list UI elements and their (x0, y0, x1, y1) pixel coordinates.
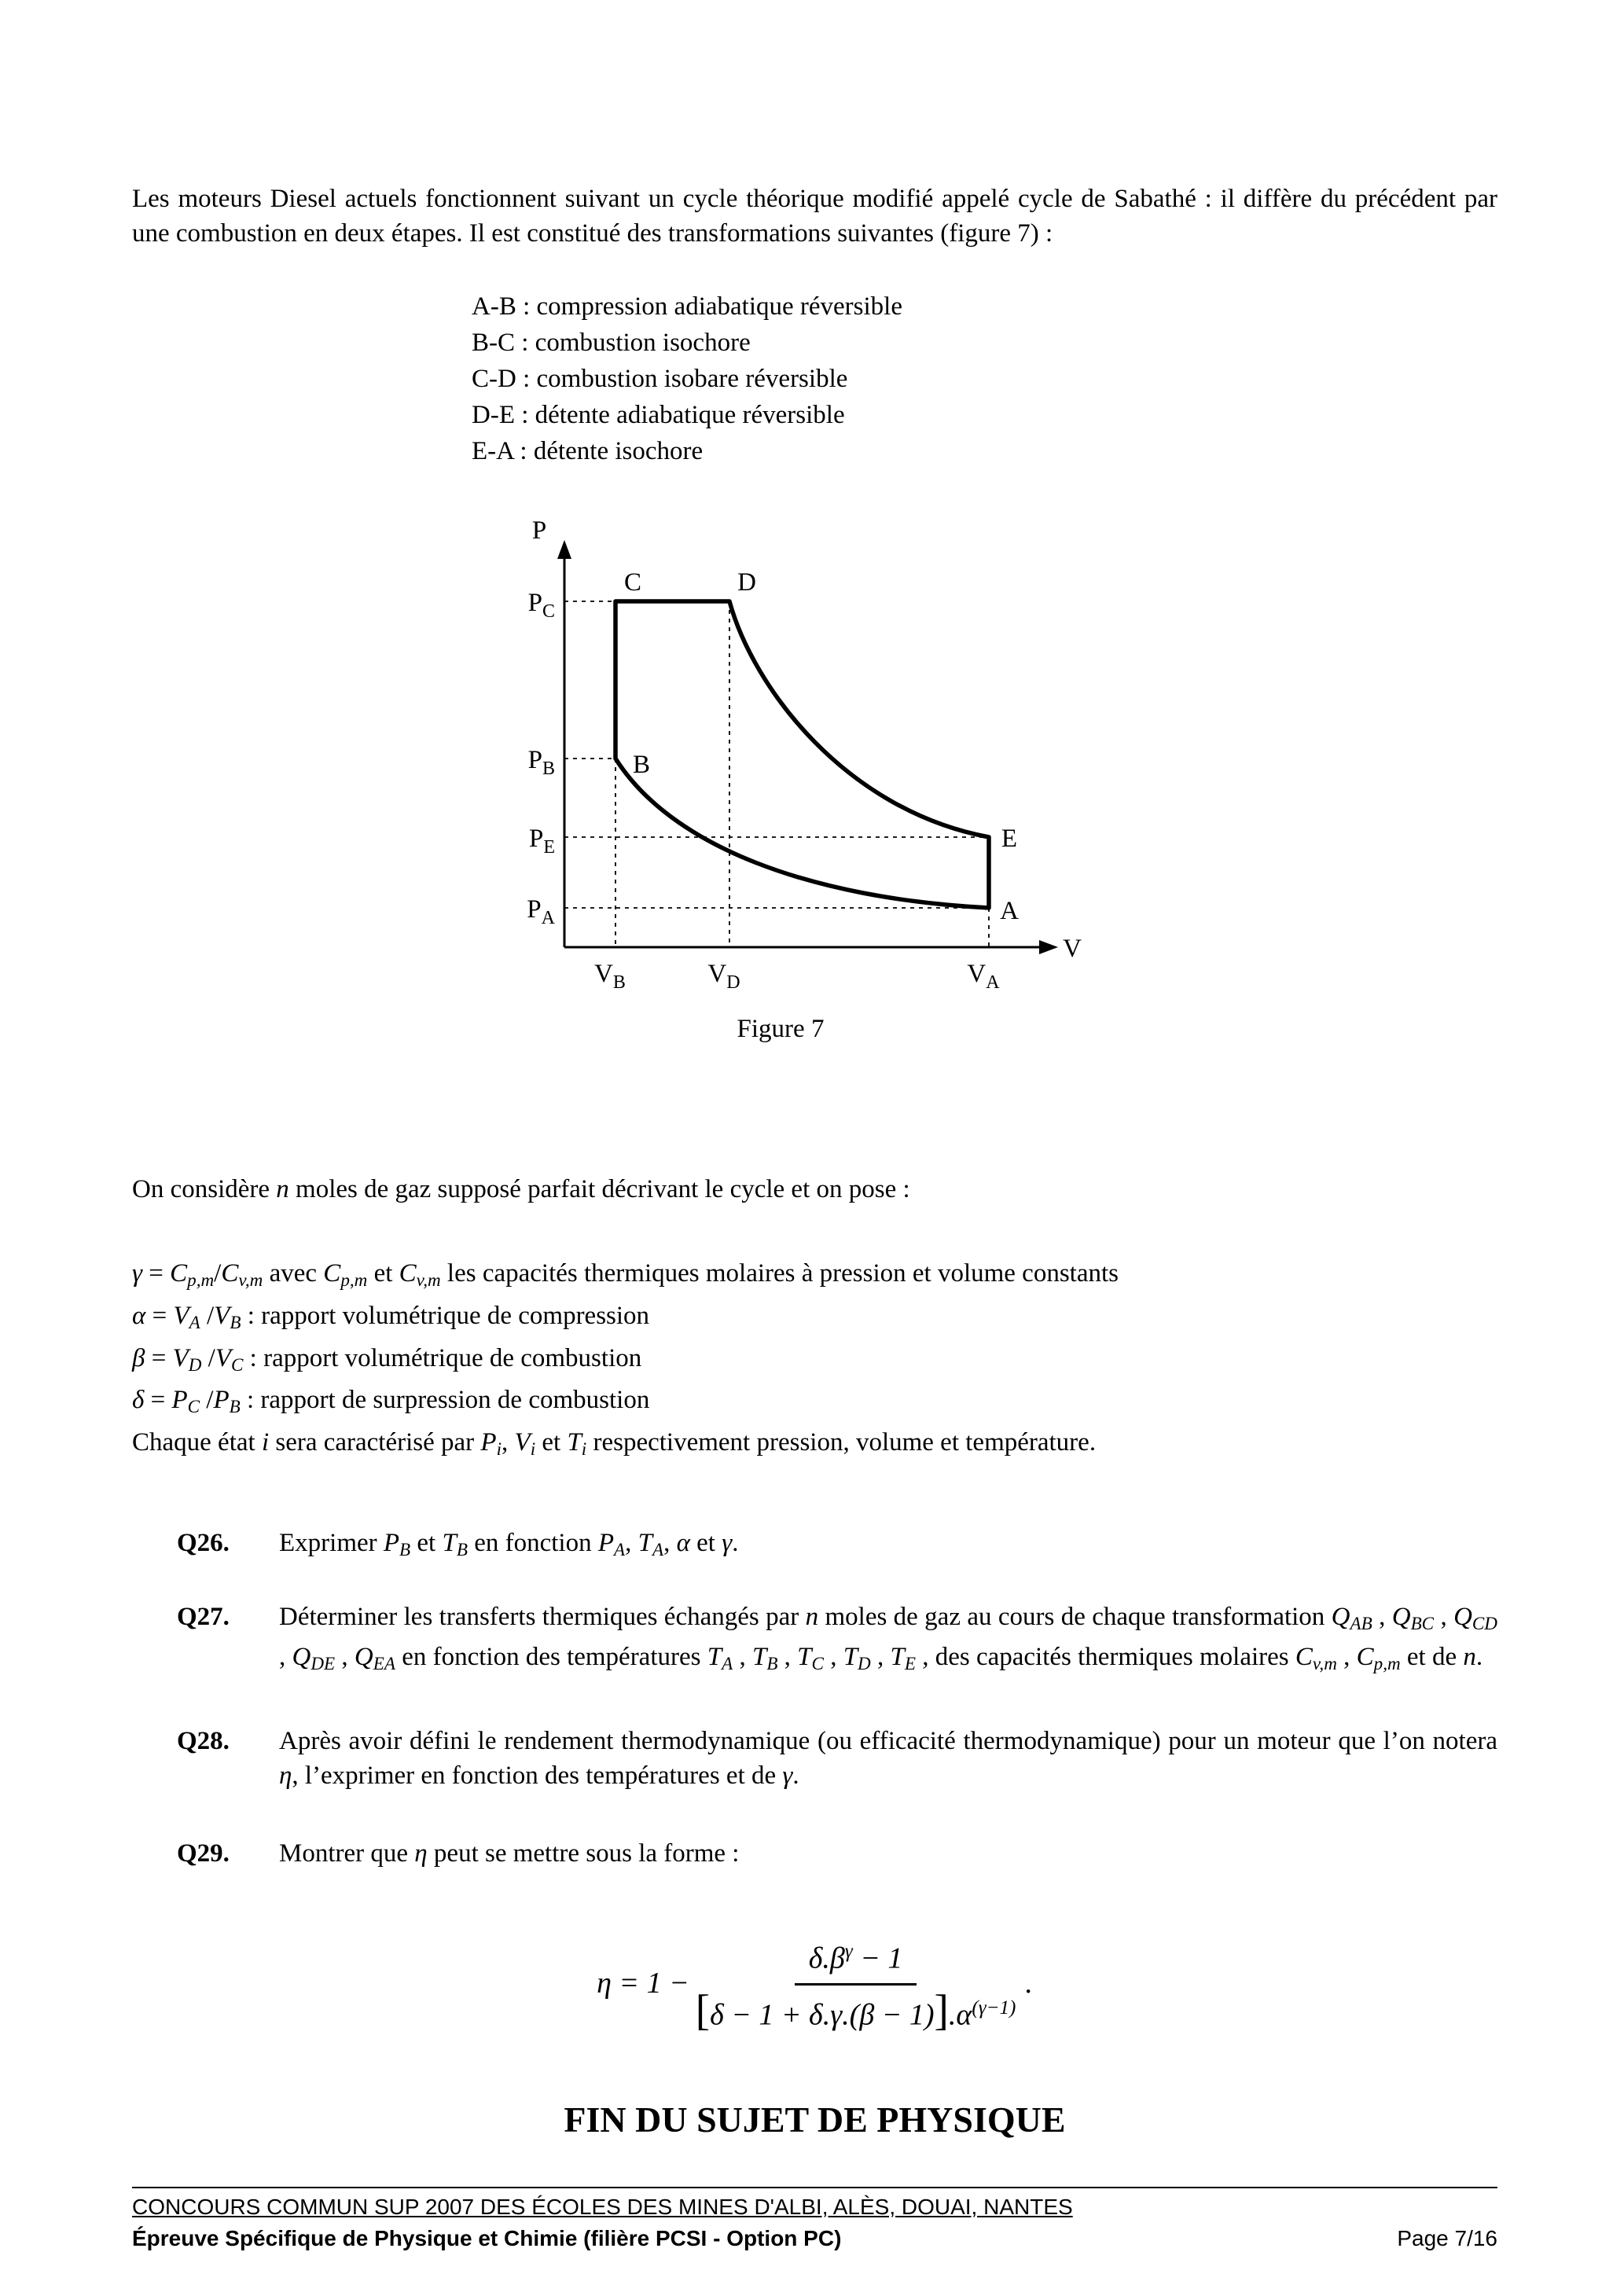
text-segment: D (858, 1653, 871, 1674)
question-26-text (279, 1526, 1497, 1567)
text-segment: v,m (1312, 1653, 1337, 1674)
text-segment: A (614, 1538, 626, 1559)
text-segment: T (637, 1528, 652, 1557)
text-segment: Exprimer (279, 1528, 384, 1557)
question-28-text (279, 1724, 1497, 1793)
figure-caption: Figure 7 (737, 1015, 825, 1043)
text-segment: , (733, 1643, 752, 1672)
text-segment: BC (1410, 1612, 1435, 1633)
point-d-label: D (737, 568, 756, 597)
efficiency-equation (132, 1934, 1497, 2033)
text-segment: B (229, 1396, 241, 1417)
text-segment: ] (934, 1986, 949, 2034)
footer-concours-line: CONCOURS COMMUN SUP 2007 DES ÉCOLES DES MINES D'ALBI, ALÈS, DOUAI, NANTES (132, 2195, 1073, 2219)
question-29-label: Q29. (177, 1839, 230, 1868)
text-segment: P (480, 1428, 497, 1457)
text-segment: , (502, 1428, 515, 1457)
question-27-text (279, 1600, 1497, 1681)
text-segment: , (777, 1643, 798, 1672)
text-segment: . (1475, 1643, 1483, 1672)
text-segment: CD (1472, 1612, 1497, 1633)
text-segment: = (144, 1386, 172, 1415)
definition-etat (132, 1424, 1497, 1467)
text-segment: γ (782, 1761, 793, 1791)
text-segment: i (496, 1438, 502, 1459)
text-segment: DE (310, 1653, 336, 1674)
text-segment: C (323, 1259, 341, 1288)
text-segment: Déterminer les transferts thermiques échangés par (279, 1602, 806, 1631)
page-number: Page 7/16 (1397, 2226, 1497, 2250)
text-segment: B (230, 1311, 241, 1332)
text-segment: : rapport volumétrique de compression (241, 1301, 650, 1330)
text-segment: δ − 1 + δ.γ.(β − 1) (710, 1998, 935, 2032)
text-segment: P (597, 1528, 614, 1557)
equation-denominator (696, 1986, 1016, 2033)
text-segment: i (530, 1438, 536, 1459)
equation-numerator (795, 1934, 917, 1986)
text-segment: en fonction (467, 1528, 598, 1557)
text-segment: , (279, 1643, 292, 1672)
text-segment: Après avoir défini le rendement thermodynamique (ou efficacité thermodynamique) pour un moteur que l’on notera (279, 1727, 1497, 1756)
question-26 (132, 1526, 1497, 1567)
text-segment: / (200, 1386, 214, 1415)
text-segment: V (214, 1301, 230, 1330)
question-26-label: Q26. (177, 1528, 230, 1557)
text-segment: C (221, 1259, 239, 1288)
va-label: $V_A$ (967, 960, 1000, 993)
text-segment: C (1356, 1643, 1374, 1672)
text-segment: , (1336, 1643, 1357, 1672)
text-segment: γ (844, 1941, 853, 1963)
transformation-item: D-E : détente adiabatique réversible (472, 401, 845, 429)
point-b-label: B (632, 751, 651, 779)
text-segment: EA (373, 1653, 395, 1674)
text-segment: , (625, 1528, 638, 1557)
text-segment: : rapport volumétrique de combustion (243, 1343, 642, 1372)
text-segment: A (652, 1538, 664, 1559)
text-segment: P (383, 1528, 400, 1557)
text-segment: et (410, 1528, 443, 1557)
equation-trailing-period: . (1025, 1967, 1033, 2000)
point-c-label: C (623, 568, 642, 597)
text-segment: i (261, 1428, 270, 1457)
pb-label: $P_B$ (527, 746, 555, 779)
text-segment: , (870, 1643, 891, 1672)
text-segment: α (132, 1301, 146, 1330)
text-segment: − 1 (852, 1941, 903, 1975)
footer (132, 2187, 1497, 2253)
text-segment: et (535, 1428, 568, 1457)
question-28-label: Q28. (177, 1727, 230, 1756)
text-segment: AB (1350, 1612, 1372, 1633)
text-segment: C (187, 1396, 200, 1417)
intro-paragraph: Les moteurs Diesel actuels fonctionnent suivant un cycle théorique modifié appelé cycle de Sabathé : il diffère du précédent par une combustion en deux étapes. Il est constitué des transformations suivantes (figure 7) : (132, 185, 1497, 248)
vb-label: $V_B$ (594, 960, 626, 993)
text-segment: Q (1331, 1602, 1350, 1631)
transformation-item: E-A : détente isochore (472, 437, 704, 465)
text-segment: Montrer que (279, 1839, 415, 1868)
text-segment: T (797, 1643, 812, 1672)
text-segment: V (172, 1343, 189, 1372)
text-segment: A (189, 1311, 200, 1332)
pc-label: $P_C$ (527, 589, 555, 622)
pe-label: $P_E$ (528, 825, 555, 858)
text-segment: T (707, 1643, 722, 1672)
axis-v-label: V (1063, 935, 1082, 963)
text-segment: P (171, 1386, 188, 1415)
point-e-label: E (1001, 825, 1018, 853)
text-segment: C (231, 1354, 244, 1375)
point-a-label: A (1000, 897, 1019, 925)
text-segment: (γ−1) (972, 1997, 1016, 2019)
text-segment: et (367, 1259, 399, 1288)
text-segment: , (663, 1528, 677, 1557)
text-segment: avec (263, 1259, 324, 1288)
text-segment: p,m (1373, 1653, 1401, 1674)
text-segment: C (170, 1259, 188, 1288)
text-segment: et de (1400, 1643, 1464, 1672)
text-segment: [ (695, 1986, 711, 2034)
pv-diagram (470, 507, 1091, 1010)
figure-7 (470, 507, 1091, 1046)
question-29 (132, 1836, 1497, 1871)
text-segment: , (335, 1643, 355, 1672)
text-segment: sera caractérisé par (269, 1428, 481, 1457)
text-segment: = (145, 1343, 173, 1372)
text-segment: P (213, 1386, 230, 1415)
text-segment: .α (948, 1998, 972, 2032)
text-segment: Chaque état (132, 1428, 262, 1457)
text-segment: = (142, 1259, 171, 1288)
text-segment: Q (292, 1643, 311, 1672)
considere-paragraph (132, 1172, 1497, 1207)
text-segment: . (732, 1528, 739, 1557)
text-segment: / (214, 1259, 222, 1288)
text-segment: / (201, 1343, 215, 1372)
text-segment: V (215, 1343, 232, 1372)
question-28 (132, 1724, 1497, 1793)
question-27-label: Q27. (177, 1602, 230, 1631)
definition-gamma (132, 1255, 1497, 1298)
definition-delta (132, 1382, 1497, 1424)
text-segment: peut se mettre sous la forme : (427, 1839, 740, 1868)
text-segment: α (676, 1528, 690, 1557)
transformation-item: C-D : combustion isobare réversible (472, 365, 848, 393)
question-29-text (279, 1836, 1497, 1871)
text-segment: / (200, 1301, 215, 1330)
text-segment: en fonction des températures (395, 1643, 707, 1672)
text-segment: n (805, 1602, 819, 1631)
definitions-block (132, 1255, 1497, 1467)
text-segment: η (414, 1839, 428, 1868)
text-segment: , l’exprimer en fonction des températures et de (292, 1761, 783, 1791)
text-segment: respectivement pression, volume et température. (586, 1428, 1097, 1457)
text-segment: D (188, 1354, 202, 1375)
text-segment: T (751, 1643, 767, 1672)
text-segment: les capacités thermiques molaires à pression et volume constants (440, 1259, 1119, 1288)
text-segment: , (823, 1643, 843, 1672)
transformation-item: A-B : compression adiabatique réversible (472, 292, 902, 321)
text-segment: γ (132, 1259, 143, 1288)
text-segment: T (442, 1528, 457, 1557)
text-segment: , (1372, 1602, 1392, 1631)
text-segment: : rapport de surpression de combustion (240, 1386, 650, 1415)
text-segment: B (399, 1538, 411, 1559)
text-segment: T (890, 1643, 905, 1672)
text-segment: δ (132, 1386, 145, 1415)
text-segment: B (456, 1538, 468, 1559)
text-segment: . (792, 1761, 799, 1791)
p-axis-arrow-icon (557, 540, 571, 559)
cycle-path (615, 601, 989, 908)
text-segment: n (1463, 1643, 1476, 1672)
vd-label: $V_D$ (707, 960, 740, 993)
text-segment: η = 1 − (597, 1967, 689, 2000)
equation-fraction (696, 1934, 1016, 2033)
v-axis-arrow-icon (1039, 940, 1058, 954)
text-segment: i (581, 1438, 587, 1459)
text-segment: v,m (238, 1269, 263, 1290)
transformation-item: B-C : combustion isochore (472, 329, 751, 357)
text-segment: et (689, 1528, 722, 1557)
footer-epreuve-text: Épreuve Spécifique de Physique et Chimie (filière PCSI - Option PC) (132, 2226, 842, 2250)
text-segment: C (1295, 1643, 1313, 1672)
text-segment: δ.β (808, 1941, 845, 1975)
definition-beta (132, 1340, 1497, 1383)
text-segment: E (904, 1653, 916, 1674)
text-segment: η (279, 1761, 292, 1791)
text-segment: p,m (340, 1269, 368, 1290)
text-segment: = (145, 1301, 174, 1330)
text-segment: n (276, 1175, 289, 1203)
text-segment: T (567, 1428, 582, 1457)
text-segment: C (811, 1653, 824, 1674)
text-segment: T (843, 1643, 858, 1672)
text-segment: C (399, 1259, 417, 1288)
text-segment: V (173, 1301, 189, 1330)
text-segment: moles de gaz au cours de chaque transformation (818, 1602, 1332, 1631)
text-segment: B (766, 1653, 778, 1674)
end-of-subject-heading: FIN DU SUJET DE PHYSIQUE (564, 2099, 1066, 2140)
text-segment: Q (1391, 1602, 1411, 1631)
footer-rule (132, 2187, 1497, 2188)
text-segment: Q (354, 1643, 373, 1672)
text-segment: p,m (187, 1269, 215, 1290)
text-segment: v,m (416, 1269, 441, 1290)
axis-p-label: P (531, 516, 547, 545)
transformation-list (472, 288, 1497, 469)
text-segment: moles de gaz supposé parfait décrivant le cycle et on pose : (288, 1175, 910, 1203)
text-segment: γ (722, 1528, 733, 1557)
text-segment: Q (1453, 1602, 1472, 1631)
pa-label: $P_A$ (527, 895, 555, 928)
text-segment: , (1434, 1602, 1454, 1631)
equation-lhs (597, 1965, 689, 2001)
question-27 (132, 1600, 1497, 1681)
definition-alpha (132, 1298, 1497, 1340)
text-segment: A (722, 1653, 733, 1674)
text-segment: β (132, 1343, 145, 1372)
text-segment: On considère (132, 1175, 277, 1203)
footer-epreuve-line (132, 2224, 1497, 2253)
text-segment: V (514, 1428, 531, 1457)
text-segment: , des capacités thermiques molaires (915, 1643, 1295, 1672)
